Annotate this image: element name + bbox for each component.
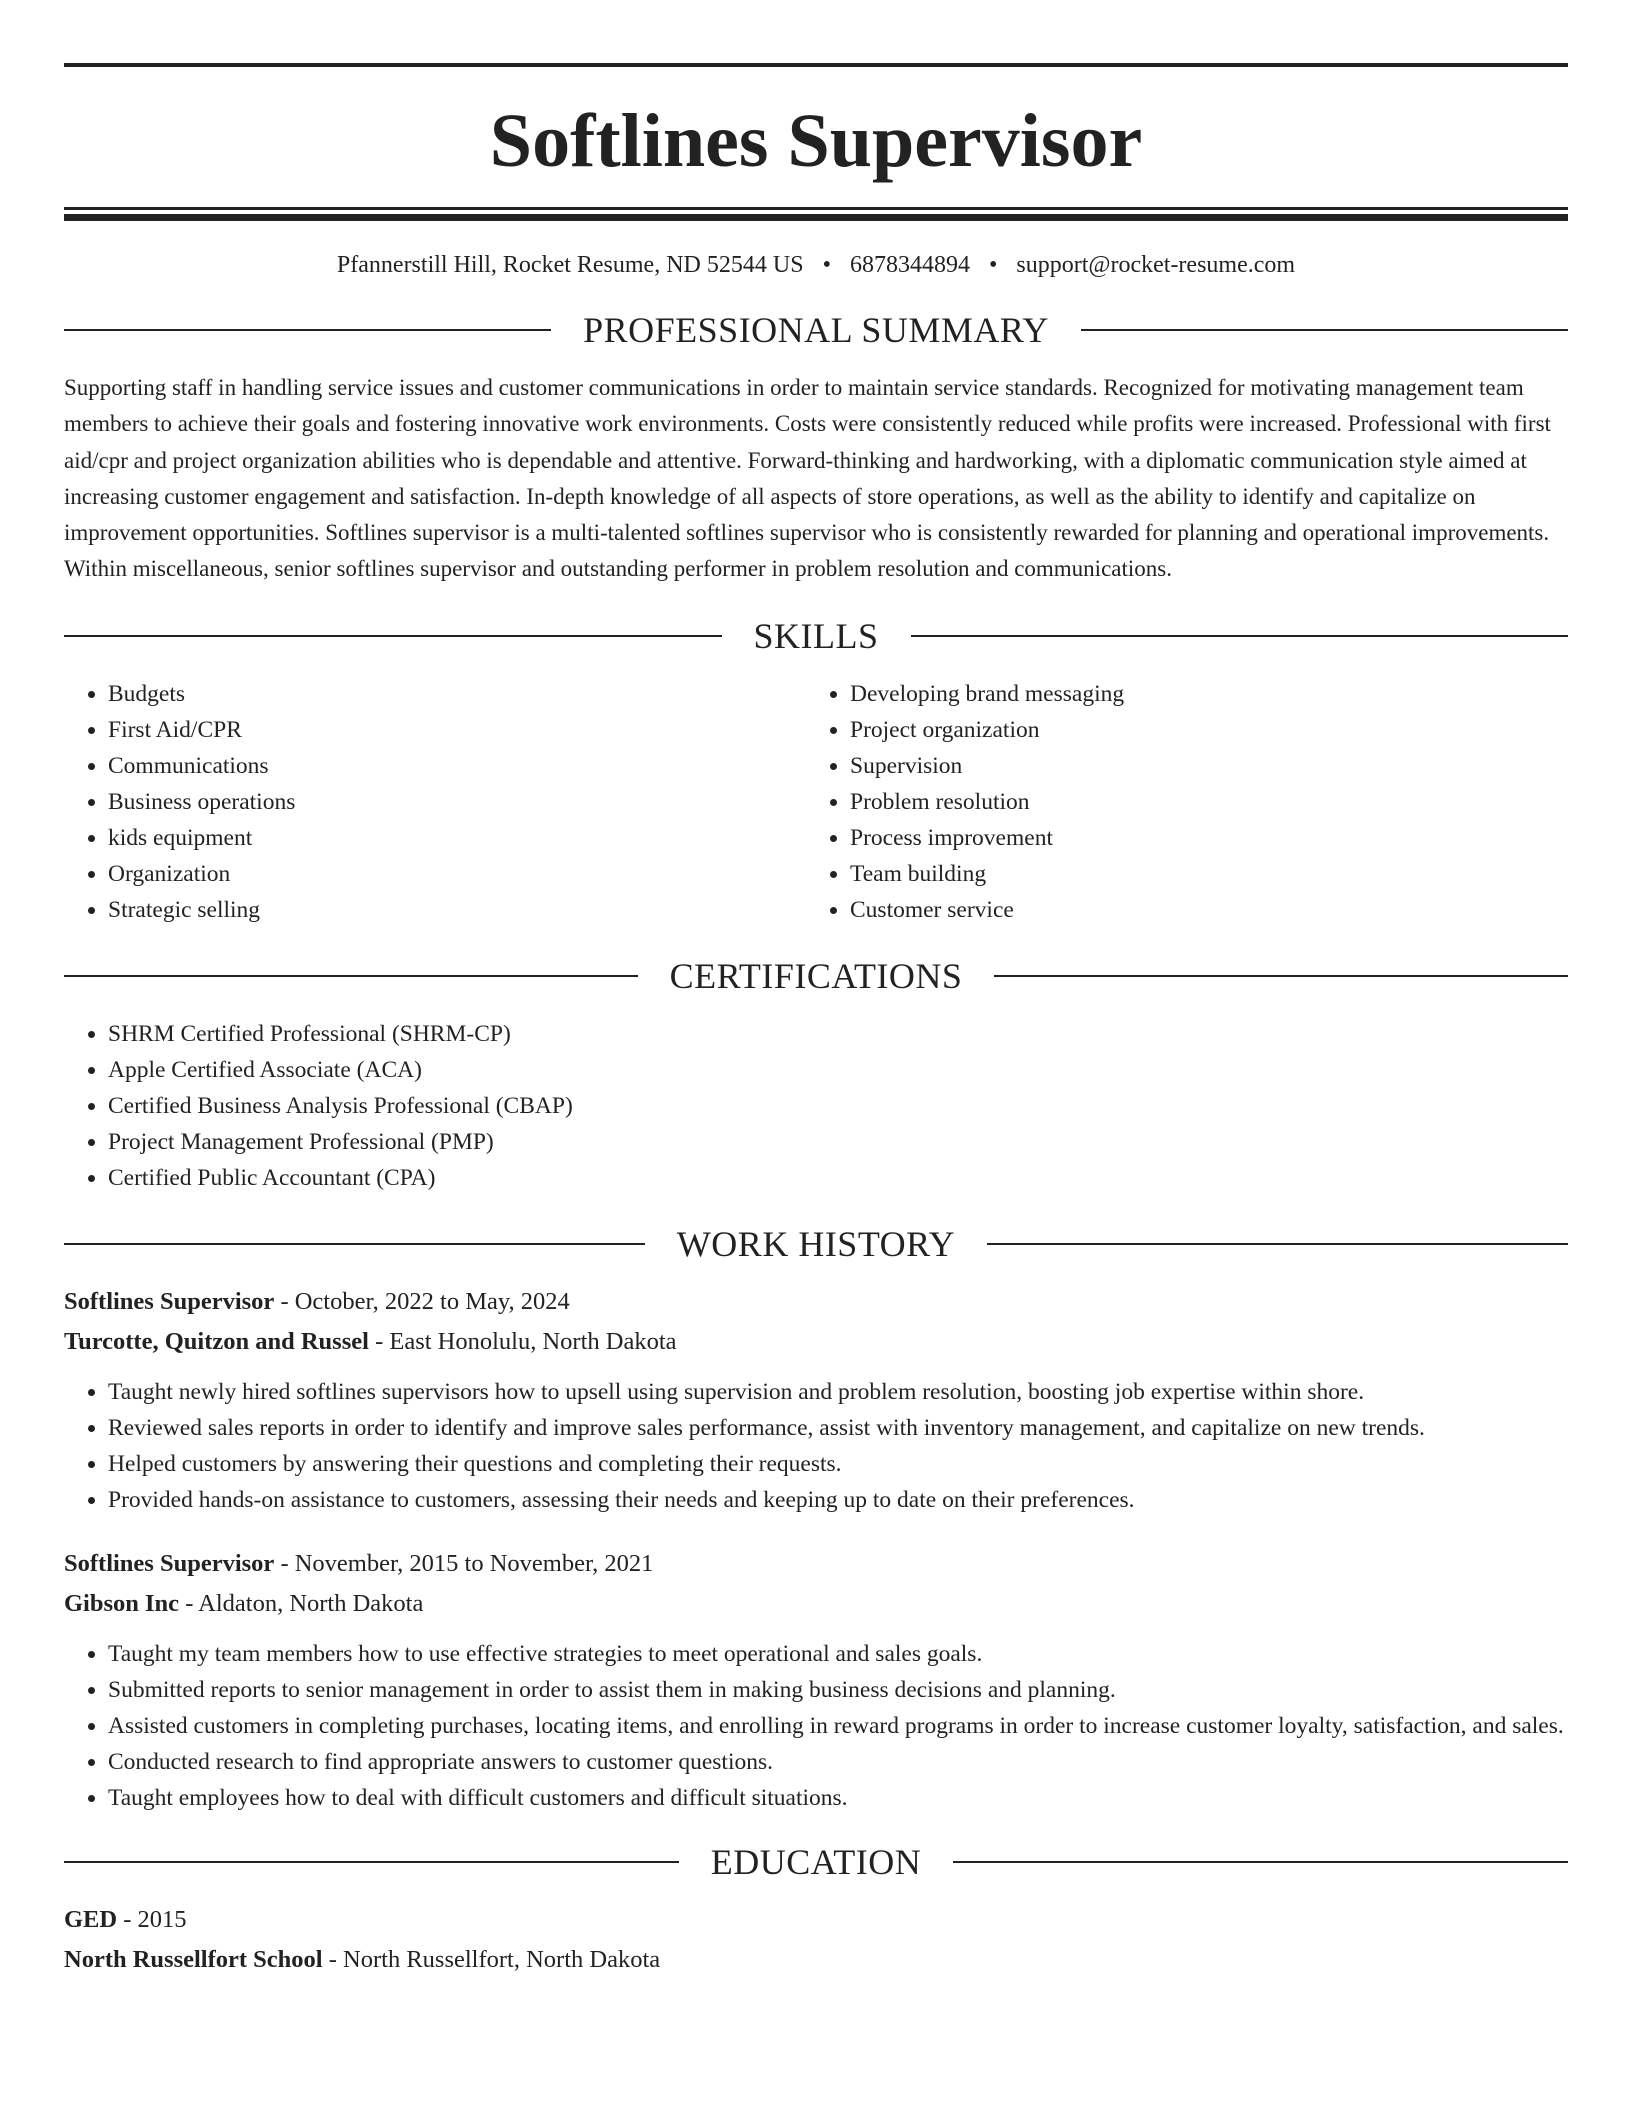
job-dates: October, 2022 to May, 2024 <box>294 1287 570 1315</box>
list-item: • Reviewed sales reports in order to identify and improve sales performance, assist with inventory management, and capitalize on new trends. <box>108 1410 1568 1446</box>
list-item: • Strategic selling <box>108 892 806 928</box>
job-bullets <box>64 1636 1568 1816</box>
top-rule <box>64 63 1568 67</box>
section-title: SKILLS <box>753 615 879 656</box>
list-item: • Developing brand messaging <box>850 676 1568 712</box>
header-rule <box>953 1861 1568 1863</box>
header-rule <box>994 975 1568 977</box>
contact-address: Pfannerstill Hill, Rocket Resume, ND 52544 US <box>336 252 804 278</box>
list-item: • Project organization <box>850 712 1568 748</box>
education-entry <box>64 1900 1568 1980</box>
header-rule <box>64 1243 645 1245</box>
list-item: • Taught employees how to deal with difficult customers and difficult situations. <box>108 1780 1568 1816</box>
education-school-line <box>64 1940 1568 1980</box>
section-title: CERTIFICATIONS <box>669 955 963 996</box>
job-entry <box>64 1282 1568 1518</box>
list-item: • Provided hands-on assistance to customers, assessing their needs and keeping up to date on their preferences. <box>108 1482 1568 1518</box>
section-title: PROFESSIONAL SUMMARY <box>583 310 1049 350</box>
title-double-rule <box>64 207 1568 214</box>
header-rule <box>987 1243 1568 1245</box>
certifications-list <box>64 1016 1568 1196</box>
list-item: • Organization <box>108 856 806 892</box>
list-item: • Business operations <box>108 784 806 820</box>
dash: - <box>375 1327 384 1355</box>
list-item: • Process improvement <box>850 820 1568 856</box>
dash: - <box>280 1287 289 1315</box>
header-rule <box>1081 329 1568 331</box>
contact-separator: • <box>822 252 831 278</box>
resume-page <box>64 0 1568 1980</box>
job-bullets <box>64 1374 1568 1518</box>
list-item: • Taught my team members how to use effective strategies to meet operational and sales goals. <box>108 1636 1568 1672</box>
education-year: 2015 <box>137 1905 187 1933</box>
list-item: • Helped customers by answering their questions and completing their requests. <box>108 1446 1568 1482</box>
job-location: East Honolulu, North Dakota <box>389 1327 677 1355</box>
list-item: • kids equipment <box>108 820 806 856</box>
list-item: • Apple Certified Associate (ACA) <box>108 1052 1568 1088</box>
section-header-education <box>64 1842 1568 1882</box>
job-dates: November, 2015 to November, 2021 <box>294 1549 654 1577</box>
contact-line <box>64 250 1568 280</box>
section-title: EDUCATION <box>710 1841 922 1882</box>
header-rule <box>64 975 638 977</box>
dash: - <box>280 1549 289 1577</box>
dash: - <box>328 1945 337 1973</box>
education-location: North Russellfort, North Dakota <box>343 1945 661 1973</box>
job-company-line <box>64 1322 1568 1362</box>
job-company: Turcotte, Quitzon and Russel <box>64 1327 369 1355</box>
list-item: • SHRM Certified Professional (SHRM-CP) <box>108 1016 1568 1052</box>
job-title: Softlines Supervisor <box>64 1287 275 1315</box>
header-rule <box>911 635 1569 637</box>
contact-separator: • <box>988 252 998 278</box>
list-item: • Submitted reports to senior management in order to assist them in making business decisions and planning. <box>108 1672 1568 1708</box>
section-header-summary <box>64 310 1568 350</box>
list-item: • Project Management Professional (PMP) <box>108 1124 1568 1160</box>
job-location: Aldaton, North Dakota <box>198 1589 424 1617</box>
skills-column-left <box>64 676 806 928</box>
education-degree: GED <box>64 1905 118 1933</box>
summary-text: Supporting staff in handling service issues and customer communications in order to maintain service standards. Recognized for motivating management team members to achieve their goals and fostering innovative work environments. Costs were consistently reduced while profits were increased. Professional with first aid/cpr and project organization abilities who is dependable and attentive. Forward-thinking and hardworking, with a diplomatic communication style aimed at increasing customer engagement and satisfaction. In-depth knowledge of all aspects of store operations, as well as the ability to identify and capitalize on improvement opportunities. Softlines supervisor is a multi-talented softlines supervisor who is consistently rewarded for planning and operational improvements. Within miscellaneous, senior softlines supervisor and outstanding performer in problem resolution and communications. <box>64 375 1551 582</box>
education-school: North Russellfort School <box>64 1945 323 1973</box>
list-item: • First Aid/CPR <box>108 712 806 748</box>
contact-phone: 6878344894 <box>849 252 970 278</box>
job-entry <box>64 1544 1568 1816</box>
job-company-line <box>64 1584 1568 1624</box>
section-header-skills <box>64 616 1568 656</box>
list-item: • Budgets <box>108 676 806 712</box>
list-item: • Assisted customers in completing purchases, locating items, and enrolling in reward programs in order to increase customer loyalty, satisfaction, and sales. <box>108 1708 1568 1744</box>
job-company: Gibson Inc <box>64 1589 180 1617</box>
list-item: • Taught newly hired softlines supervisors how to upsell using supervision and problem resolution, boosting job expertise within shore. <box>108 1374 1568 1410</box>
list-item: • Supervision <box>850 748 1568 784</box>
list-item: • Certified Public Accountant (CPA) <box>108 1160 1568 1196</box>
section-title: WORK HISTORY <box>676 1223 956 1264</box>
job-title-line <box>64 1544 1568 1584</box>
list-item: • Communications <box>108 748 806 784</box>
education-degree-line <box>64 1900 1568 1940</box>
skills-list <box>64 676 1568 928</box>
contact-email: support@rocket-resume.com <box>1016 252 1296 278</box>
list-item: • Problem resolution <box>850 784 1568 820</box>
resume-title: Softlines Supervisor <box>489 99 1143 183</box>
section-header-certifications <box>64 956 1568 996</box>
header-rule <box>64 635 722 637</box>
job-title: Softlines Supervisor <box>64 1549 275 1577</box>
dash: - <box>123 1905 132 1933</box>
section-header-work-history <box>64 1224 1568 1264</box>
list-item: • Certified Business Analysis Professional (CBAP) <box>108 1088 1568 1124</box>
job-title-line <box>64 1282 1568 1322</box>
header-rule <box>64 329 551 331</box>
skills-column-right <box>806 676 1568 928</box>
dash: - <box>185 1589 194 1617</box>
list-item: • Customer service <box>850 892 1568 928</box>
list-item: • Team building <box>850 856 1568 892</box>
header-rule <box>64 1861 679 1863</box>
list-item: • Conducted research to find appropriate answers to customer questions. <box>108 1744 1568 1780</box>
